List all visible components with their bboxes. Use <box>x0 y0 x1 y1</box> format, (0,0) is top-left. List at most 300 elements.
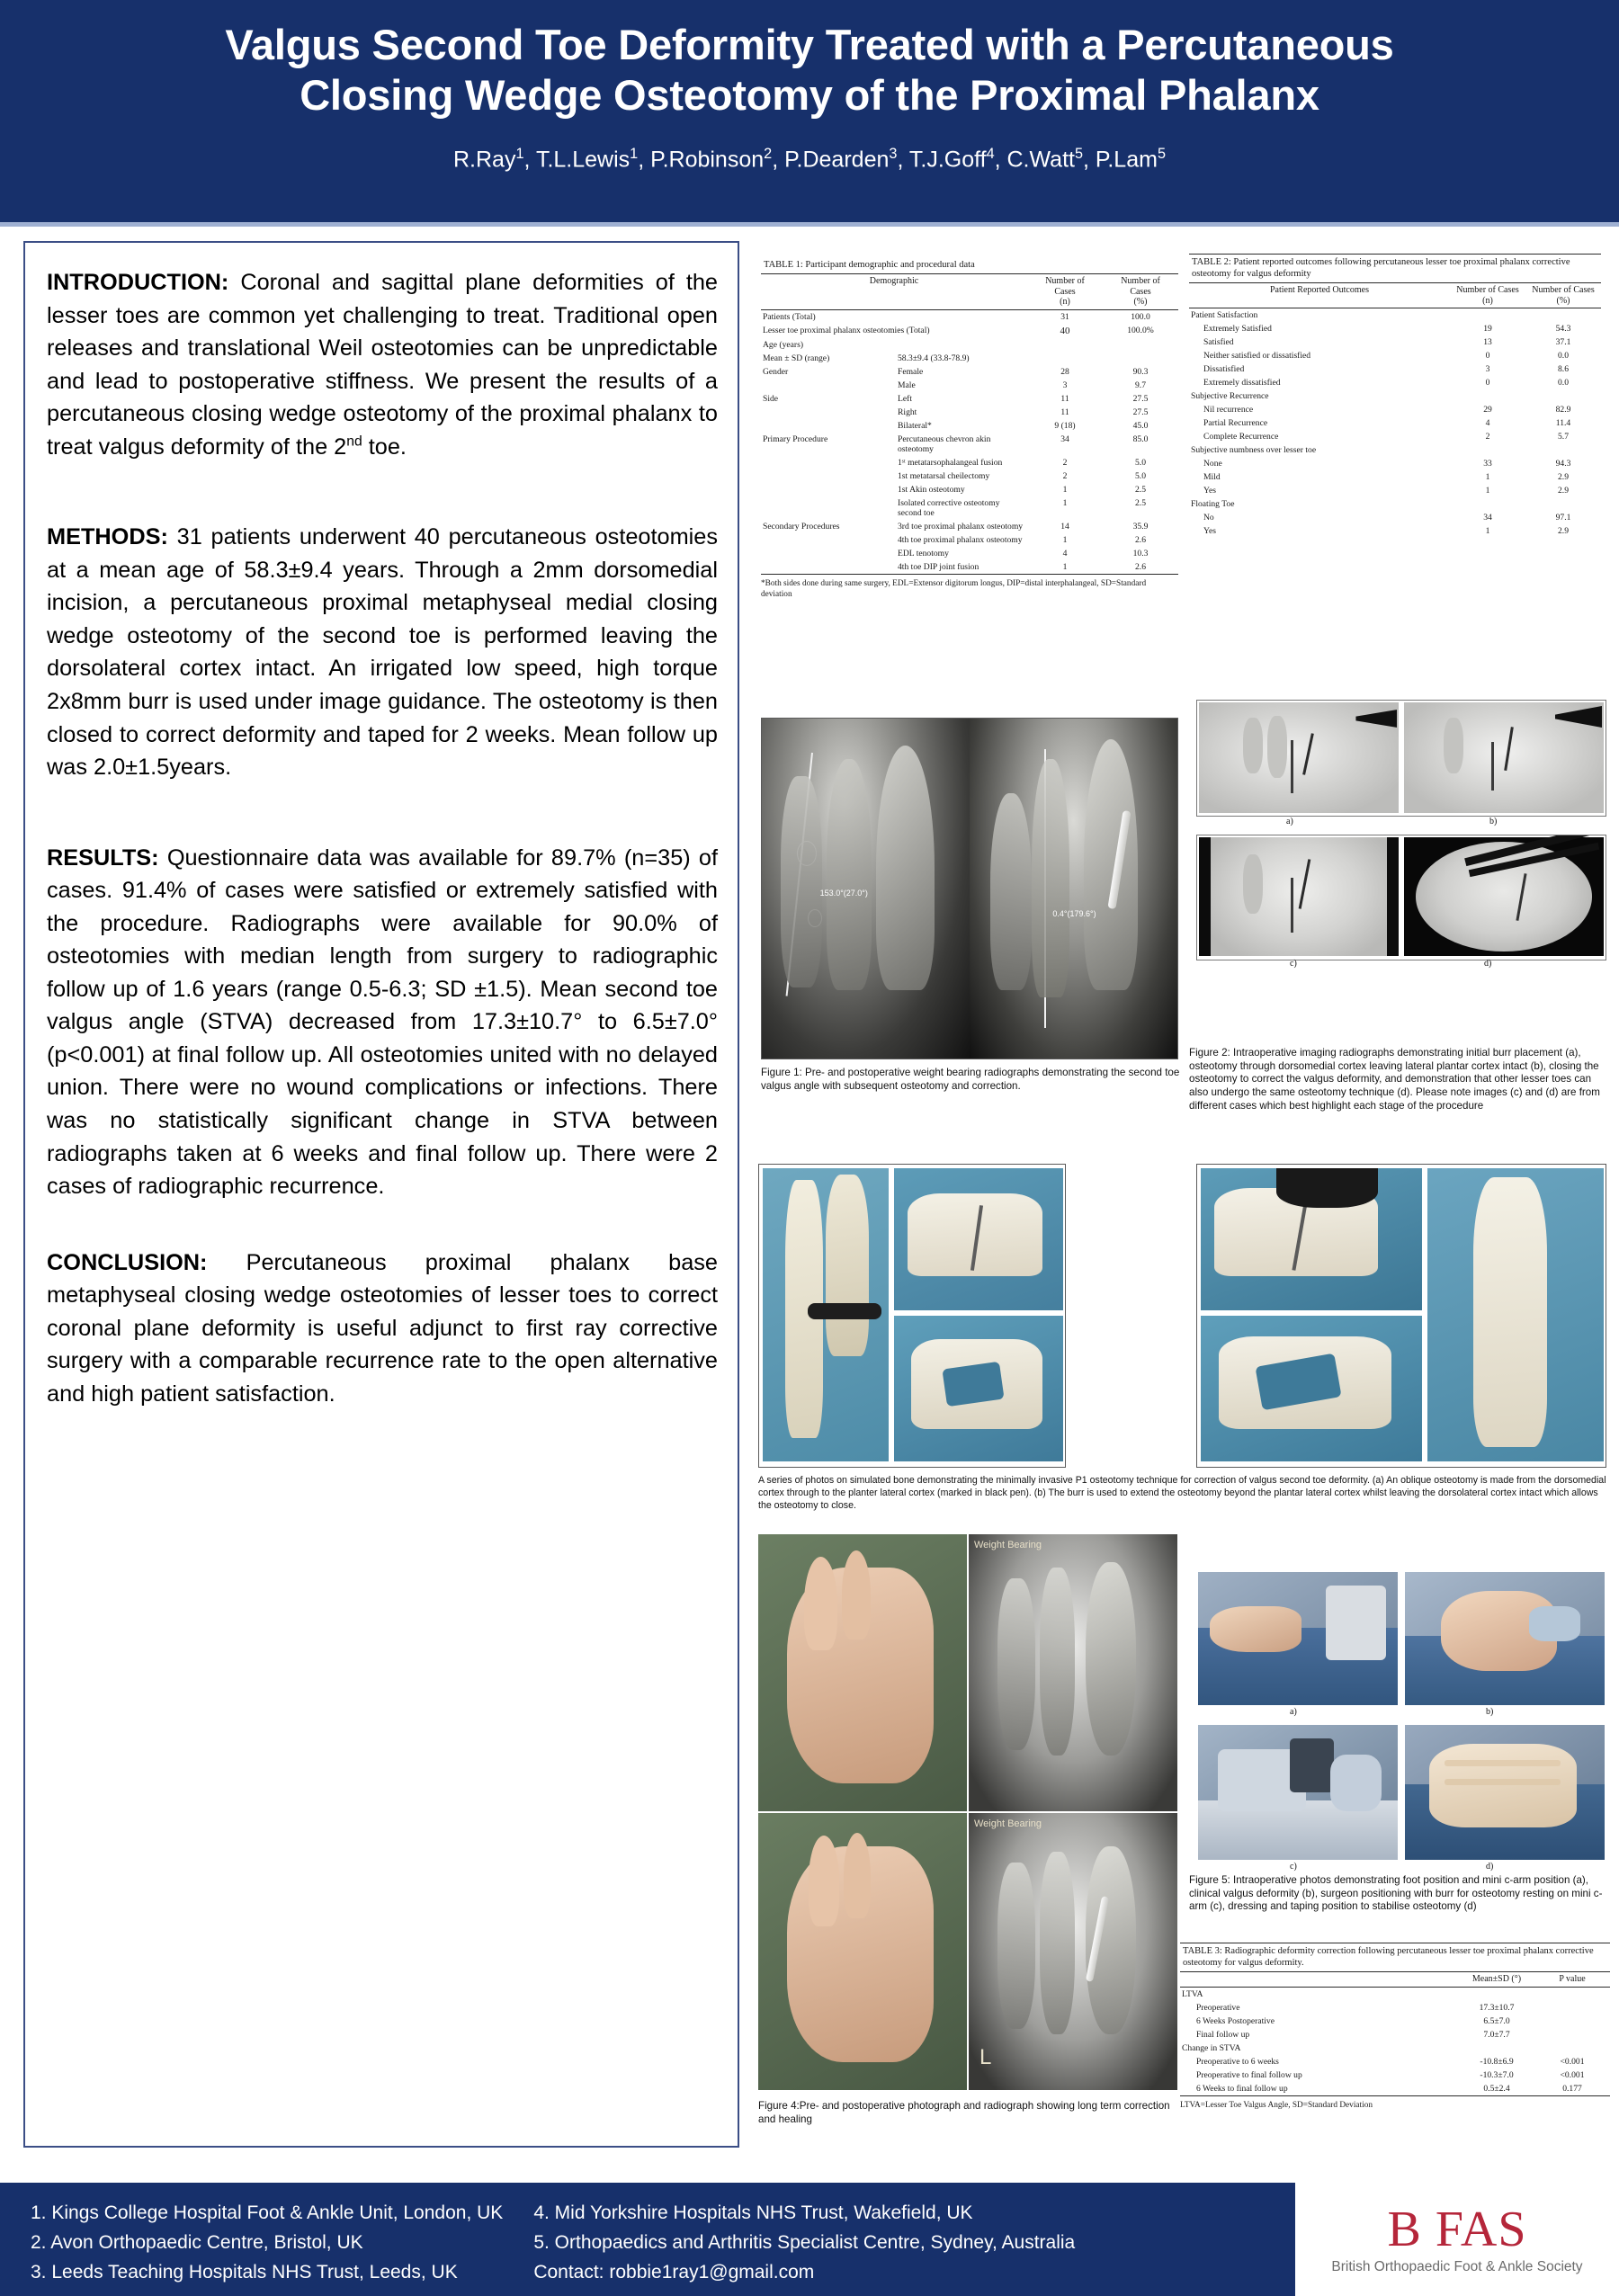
bone-line <box>1491 742 1494 791</box>
table-row <box>1189 470 1601 484</box>
row-count: 34 <box>1483 513 1492 523</box>
row-pvalue <box>1534 2015 1610 2028</box>
row-count: 2 <box>1485 432 1490 442</box>
hdr-line: Number of Cases <box>1532 285 1595 296</box>
row-percent: 2.9 <box>1558 472 1569 483</box>
table-row <box>1180 1987 1610 2001</box>
row-count: 11 <box>1060 406 1069 417</box>
row-label: Yes <box>1203 526 1216 537</box>
row-label: LTVA <box>1182 1988 1203 1999</box>
row-percent: 2.6 <box>1135 534 1146 545</box>
figure-5-photo-c <box>1198 1725 1398 1860</box>
table-row <box>1180 2028 1610 2041</box>
row-percent: 11.4 <box>1555 418 1571 429</box>
toe <box>842 1550 871 1639</box>
row-percent: 100.0% <box>1127 325 1154 335</box>
poster-footer <box>0 2183 1619 2296</box>
table-2-col2-header <box>1450 283 1525 308</box>
row-label: Extremely dissatisfied <box>1203 378 1281 389</box>
hdr-line: Number of Cases <box>1456 285 1519 296</box>
row-count <box>1450 497 1525 511</box>
table-row <box>761 469 1178 483</box>
row-label: Preoperative to final follow up <box>1196 2069 1302 2080</box>
affiliations-left-column <box>31 2199 503 2287</box>
row-item: 4th toe DIP joint fusion <box>898 561 979 572</box>
row-group: Secondary Procedures <box>763 521 840 532</box>
table-1 <box>761 257 1178 600</box>
figure-2-image-b <box>1404 702 1604 813</box>
row-count: 11 <box>1060 393 1069 404</box>
row-percent: 5.0 <box>1135 470 1146 481</box>
bone-photo-a <box>763 1168 889 1461</box>
table-row <box>761 547 1178 560</box>
spacer <box>47 490 718 521</box>
table-row <box>1189 389 1601 403</box>
table-2-title: TABLE 2: Patient reported outcomes following percutaneous lesser toe proximal phalanx corrective osteotomy for valgus deformity <box>1189 255 1601 283</box>
hdr-line: Cases <box>1130 286 1151 297</box>
bone-photo-b <box>894 1168 1063 1310</box>
row-count: 1 <box>1485 486 1490 496</box>
figure-5-sublabel-b: b) <box>1486 1707 1494 1717</box>
row-item: 4th toe proximal phalanx osteotomy <box>898 534 1023 545</box>
figure-5-photo-d <box>1405 1725 1605 1860</box>
mini-c-arm <box>1326 1586 1386 1660</box>
bone-shape <box>1032 759 1069 997</box>
figure-2-image-d <box>1404 837 1604 956</box>
table-row <box>1180 2041 1610 2055</box>
row-percent: 37.1 <box>1555 337 1571 348</box>
row-mean: 6.5±7.0 <box>1483 2015 1510 2026</box>
row-mean: 7.0±7.7 <box>1483 2029 1510 2040</box>
row-group <box>761 496 896 520</box>
bone-photo-c <box>894 1316 1063 1461</box>
row-count: 1 <box>1062 561 1068 572</box>
row-count: 9 (18) <box>1054 420 1076 431</box>
toe <box>804 1557 837 1651</box>
row-percent: 0.0 <box>1558 351 1569 362</box>
gloved-hand <box>1529 1606 1581 1640</box>
figure-5-panel-ab <box>1196 1572 1606 1707</box>
title-line-1: Valgus Second Toe Deformity Treated with a Percutaneous <box>225 21 1394 68</box>
radiograph-field <box>1211 837 1387 956</box>
background-shadow <box>1276 1168 1378 1208</box>
bone-photo-e <box>1201 1316 1422 1461</box>
figure-4-preop-photo <box>758 1534 967 1811</box>
row-label: Preoperative <box>1196 2002 1240 2013</box>
table-row <box>761 456 1178 469</box>
row-label: Nil recurrence <box>1203 405 1254 415</box>
row-item <box>896 338 1027 352</box>
table-3-grid <box>1180 1972 1610 2095</box>
hdr-line: Number of <box>1121 276 1160 287</box>
row-item: Female <box>898 366 924 377</box>
bone-shape <box>997 1578 1035 1750</box>
row-percent: 0.0 <box>1558 378 1569 389</box>
burr-shaft <box>1504 727 1513 771</box>
table-2-grid <box>1189 283 1601 538</box>
figure-2-panel-cd <box>1196 835 1606 960</box>
affiliation-item: 5. Orthopaedics and Arthritis Specialist Centre, Sydney, Australia <box>533 2231 1076 2253</box>
table-row <box>1189 308 1601 323</box>
table-row <box>761 483 1178 496</box>
figure-2-sublabel-d: d) <box>1484 959 1492 969</box>
table-row <box>1189 416 1601 430</box>
table-3-col1-header <box>1180 1972 1459 1987</box>
table-row <box>1189 457 1601 470</box>
row-count: 40 <box>1060 325 1070 336</box>
table-3-head <box>1180 1972 1610 1987</box>
row-count: 2 <box>1062 457 1068 468</box>
row-group <box>761 483 896 496</box>
table-row-header <box>1180 1972 1610 1987</box>
figure-5-sublabel-a: a) <box>1290 1707 1297 1717</box>
figure-4-preop-radiograph <box>969 1534 1177 1811</box>
tape-strip <box>1445 1760 1561 1766</box>
table-row <box>761 365 1178 379</box>
figure-5-sublabel-d: d) <box>1486 1862 1494 1872</box>
row-count: 1 <box>1062 497 1068 508</box>
bone-line <box>1291 878 1293 933</box>
row-item: 1st metatarsal cheilectomy <box>898 470 990 481</box>
row-group: Primary Procedure <box>763 433 828 444</box>
row-label: None <box>1203 459 1222 469</box>
bone-line <box>1291 740 1293 793</box>
row-count: 29 <box>1483 405 1492 415</box>
row-count: 1 <box>1485 526 1490 537</box>
table-row <box>761 520 1178 533</box>
row-label: Subjective Recurrence <box>1191 391 1269 402</box>
row-item: Male <box>898 380 916 390</box>
table-row <box>1189 335 1601 349</box>
figure-4-caption: Figure 4:Pre- and postoperative photograph and radiograph showing long term correction and healing <box>758 2100 1170 2125</box>
table-row <box>761 352 1178 365</box>
table-row <box>761 406 1178 419</box>
figure-4-panel <box>758 1534 1177 2092</box>
row-pvalue <box>1534 2001 1610 2015</box>
hdr-line: (n) <box>1482 295 1493 306</box>
table-row <box>1189 403 1601 416</box>
row-count <box>1450 308 1525 323</box>
row-group: Gender <box>763 366 789 377</box>
hdr-line: Number of <box>1045 276 1085 287</box>
row-label: Preoperative to 6 weeks <box>1196 2056 1279 2067</box>
row-count: 1 <box>1062 484 1068 495</box>
table-row <box>1189 430 1601 443</box>
table-row <box>761 324 1178 338</box>
row-label: Extremely Satisfied <box>1203 324 1272 335</box>
row-group <box>761 406 896 419</box>
table-row <box>1189 443 1601 457</box>
row-group: Age (years) <box>763 339 804 350</box>
poster-header <box>0 0 1619 222</box>
bone-shape <box>1444 718 1463 773</box>
table-2-head <box>1189 283 1601 308</box>
row-count: 4 <box>1485 418 1490 429</box>
row-mean: -10.3±7.0 <box>1480 2069 1514 2080</box>
bone-shape <box>997 1863 1035 2029</box>
affiliation-item: 4. Mid Yorkshire Hospitals NHS Trust, Wakefield, UK <box>533 2202 973 2223</box>
row-group: Patients (Total) <box>763 311 816 322</box>
row-percent <box>1525 308 1601 323</box>
row-item: EDL tenotomy <box>898 548 949 558</box>
c-arm-circular-field <box>1416 842 1592 951</box>
row-count <box>1027 338 1103 352</box>
header-divider <box>0 222 1619 227</box>
conclusion-body: Percutaneous proximal phalanx base metaphyseal closing wedge osteotomies of lesser toes to correct coronal plane deformity is useful adjunct to first ray corrective surgery with a comparable recurrence rate to the open alternative and high patient satisfaction. <box>47 1249 718 1407</box>
table-row-header <box>761 274 1178 309</box>
figure-2-image-c <box>1199 837 1399 956</box>
row-group: Mean ± SD (range) <box>763 353 830 363</box>
bone-shape <box>1040 1852 1075 2034</box>
table-3 <box>1180 1943 1610 2111</box>
author-list: R.Ray$^1$, T.L.Lewis$^1$, P.Robinson$^2$, P.Dearden$^3$, T.J.Goff$^4$, C.Watt$^5$, P.Lam$^5$ <box>453 145 1166 173</box>
figure-4-postop-photo <box>758 1813 967 2090</box>
row-group <box>761 533 896 547</box>
figure-1-angle-annotation-preop: 153.0°(27.0°) <box>819 889 868 898</box>
row-group <box>761 560 896 574</box>
table-row <box>761 392 1178 406</box>
figure-2-sublabel-b: b) <box>1489 817 1498 826</box>
dressing-taping <box>1429 1744 1577 1827</box>
section-introduction <box>47 266 718 463</box>
row-group <box>761 547 896 560</box>
table-2 <box>1189 254 1601 538</box>
table-row <box>761 379 1178 392</box>
row-label: 6 Weeks Postoperative <box>1196 2015 1275 2026</box>
affiliation-item: 1. Kings College Hospital Foot & Ankle Unit, London, UK <box>31 2202 504 2223</box>
table-row <box>1180 2055 1610 2068</box>
abstract-text-column <box>23 241 739 2148</box>
table-row-header <box>1189 283 1601 308</box>
row-count: 19 <box>1483 324 1492 335</box>
row-group: Side <box>763 393 779 404</box>
row-count: 3 <box>1485 364 1490 375</box>
row-percent: 5.7 <box>1558 432 1569 442</box>
gloved-hand <box>1330 1755 1382 1811</box>
figure-5-photo-b <box>1405 1572 1605 1705</box>
row-pvalue: <0.001 <box>1560 2069 1585 2080</box>
row-item: Bilateral* <box>898 420 932 431</box>
row-label: Satisfied <box>1203 337 1234 348</box>
bone-photo-f <box>1427 1168 1604 1461</box>
row-percent: 45.0 <box>1132 420 1149 431</box>
hdr-line: (%) <box>1556 295 1570 306</box>
affiliations-right-column <box>533 2199 1075 2287</box>
row-count <box>1450 389 1525 403</box>
introduction-body: Coronal and sagittal plane deformities of the lesser toes are common yet challenging to treat. Traditional open releases and translational Weil osteotomies can be unpredictable and lead to postoperative stiffness. We present the results of a percutaneous closing wedge osteotomy of the proximal phalanx to treat valgus deformity of the 2 <box>47 270 718 460</box>
row-percent: 2.9 <box>1558 486 1569 496</box>
tape-strip <box>1445 1779 1561 1785</box>
row-pvalue: <0.001 <box>1560 2056 1585 2067</box>
table-2-col1-header: Patient Reported Outcomes <box>1270 285 1369 296</box>
spacer <box>47 1230 718 1246</box>
row-percent: 97.1 <box>1555 513 1571 523</box>
figure-1-image <box>761 718 1178 1059</box>
bone-shape <box>1084 739 1138 991</box>
row-count: 33 <box>1483 459 1492 469</box>
table-row <box>761 433 1178 456</box>
table-1-head <box>761 274 1178 309</box>
row-mean: 17.3±10.7 <box>1479 2002 1515 2013</box>
row-count: 1 <box>1062 534 1068 545</box>
figure-2-sublabel-a: a) <box>1286 817 1293 826</box>
table-row <box>1180 2015 1610 2028</box>
affiliation-item: Contact: robbie1ray1@gmail.com <box>533 2261 815 2283</box>
section-results <box>47 842 718 1203</box>
row-percent: 8.6 <box>1558 364 1569 375</box>
row-percent: 94.3 <box>1555 459 1571 469</box>
row-count: 31 <box>1060 311 1069 322</box>
bone-shape <box>1267 716 1287 778</box>
bone-shape <box>827 759 872 990</box>
section-conclusion <box>47 1246 718 1411</box>
row-percent: 5.0 <box>1135 457 1146 468</box>
row-count <box>1027 352 1103 365</box>
figure-5-photo-a <box>1198 1572 1398 1705</box>
table-3-col2-header: Mean±SD (°) <box>1471 1974 1522 1985</box>
introduction-label: INTRODUCTION: <box>47 270 229 295</box>
spacer <box>47 811 718 842</box>
figure-4-label-weight-bearing-1: Weight Bearing <box>974 1540 1042 1550</box>
figure-2-image-a <box>1199 702 1399 813</box>
row-item: 3rd toe proximal phalanx osteotomy <box>898 521 1024 532</box>
section-methods <box>47 521 718 783</box>
hdr-line: Cases <box>1054 286 1076 297</box>
hdr-line: (n) <box>1060 297 1070 308</box>
row-percent: 9.7 <box>1135 380 1146 390</box>
bone-model <box>1473 1177 1547 1447</box>
figure-4-label-left-marker: L <box>979 2045 992 2069</box>
table-1-title: TABLE 1: Participant demographic and procedural data <box>761 257 1178 274</box>
row-count: 34 <box>1060 433 1069 444</box>
row-percent: 82.9 <box>1555 405 1571 415</box>
methods-body: 31 patients underwent 40 percutaneous osteotomies at a mean age of 58.3±9.4 years. Through a 2mm dorsomedial incision, a percutaneous proximal metaphyseal medial closing wedge osteotomy of the second toe is performed leaving the dorsolateral cortex intact. An irrigated low speed, high torque 2x8mm burr is used under image guidance. The osteotomy is then closed to correct deformity and taped for 2 weeks. Mean follow up was 2.0±1.5years. <box>47 524 718 781</box>
row-label: Neither satisfied or dissatisfied <box>1203 351 1311 362</box>
row-count <box>1450 443 1525 457</box>
bone-model <box>826 1175 869 1356</box>
page-title <box>225 20 1393 121</box>
table-1-col1-header: Demographic <box>869 276 919 287</box>
title-line-2: Closing Wedge Osteotomy of the Proximal Phalanx <box>300 71 1319 120</box>
row-count: 2 <box>1062 470 1068 481</box>
row-item: Left <box>898 393 912 404</box>
row-label: Dissatisfied <box>1203 364 1245 375</box>
table-3-body <box>1180 1987 1610 2095</box>
row-label: Mild <box>1203 472 1221 483</box>
table-3-title: TABLE 3: Radiographic deformity correction following percutaneous lesser toe proximal phalanx corrective osteotomy for valgus deformity. <box>1180 1943 1610 1972</box>
row-count: 13 <box>1483 337 1492 348</box>
row-group: Lesser toe proximal phalanx osteotomies (Total) <box>763 325 930 335</box>
figure-5-caption: Figure 5: Intraoperative photos demonstrating foot position and mini c-arm position (a), clinical valgus deformity (b), surgeon positioning with burr for osteotomy resting on mini c-arm (c), dressing and taping position to stabilise osteotomy (d) <box>1189 1874 1603 1913</box>
table-row <box>761 496 1178 520</box>
row-item: Right <box>898 406 917 417</box>
table-row <box>1189 484 1601 497</box>
figure-1-angle-annotation-postop: 0.4°(179.6°) <box>1052 908 1096 918</box>
row-mean <box>1459 2041 1534 2055</box>
table-row <box>761 309 1178 324</box>
figure-1-postop-radiograph <box>970 719 1177 1059</box>
results-label: RESULTS: <box>47 844 159 871</box>
row-percent: 27.5 <box>1132 406 1149 417</box>
table-row <box>1189 349 1601 362</box>
burr-tool <box>808 1303 881 1319</box>
bone-shape <box>876 746 935 990</box>
table-row <box>1189 497 1601 511</box>
row-group <box>761 469 896 483</box>
row-percent: 54.3 <box>1555 324 1571 335</box>
table-row <box>761 533 1178 547</box>
figure-2-panel-ab <box>1196 700 1606 817</box>
table-row <box>761 338 1178 352</box>
table-3-col3-header: P value <box>1559 1974 1586 1985</box>
row-pvalue <box>1534 1987 1610 2001</box>
figure-1-caption: Figure 1: Pre- and postoperative weight bearing radiographs demonstrating the second toe valgus angle with subsequent osteotomy and correction. <box>761 1067 1180 1092</box>
figure-2-caption: Figure 2: Intraoperative imaging radiographs demonstrating initial burr placement (a), osteotomy through dorsomedial cortex leaving lateral plantar cortex intact (b), closing the osteotomy to correct the valgus deformity, and demonstration that other lesser toes can also undergo the same osteotomy technique (d). Please note images (c) and (d) are from different cases which best highlight each stage of the procedure <box>1189 1047 1600 1112</box>
figure-3-panel-right <box>1196 1164 1606 1468</box>
row-count: 0 <box>1485 378 1490 389</box>
row-mean: 0.5±2.4 <box>1483 2083 1510 2094</box>
row-percent <box>1525 443 1601 457</box>
row-label: Patient Satisfaction <box>1191 310 1258 321</box>
row-count: 1 <box>1485 472 1490 483</box>
bone-shape <box>990 793 1032 990</box>
bone-photo-d <box>1201 1168 1422 1310</box>
table-row <box>1180 2082 1610 2095</box>
table-row <box>761 560 1178 574</box>
table-row <box>1189 376 1601 389</box>
row-label: Final follow up <box>1196 2029 1250 2040</box>
row-label: Subjective numbness over lesser toe <box>1191 445 1317 456</box>
row-group <box>761 419 896 433</box>
row-item: 1st Akin osteotomy <box>898 484 965 495</box>
row-percent: 85.0 <box>1132 433 1149 444</box>
row-percent <box>1525 389 1601 403</box>
row-count: 28 <box>1060 366 1069 377</box>
row-percent: 35.9 <box>1132 521 1149 532</box>
row-count: 14 <box>1060 521 1069 532</box>
row-label: Floating Toe <box>1191 499 1235 510</box>
conclusion-label: CONCLUSION: <box>47 1249 208 1275</box>
table-1-footnote: *Both sides done during same surgery, EDL=Extensor digitorum longus, DIP=distal interphalangeal, SD=Standard deviation <box>761 574 1178 600</box>
figure-1-preop-radiograph <box>762 719 970 1059</box>
bone-shape <box>1040 1568 1075 1756</box>
row-label: Partial Recurrence <box>1203 418 1268 429</box>
table-2-col3-header <box>1525 283 1601 308</box>
hdr-line: (%) <box>1133 297 1148 308</box>
bone-shape <box>1243 854 1263 914</box>
burr-shaft <box>1302 734 1314 775</box>
row-item: 1ˢᵗ metatarsophalangeal fusion <box>898 457 1003 468</box>
table-1-col3-header <box>1027 274 1103 309</box>
row-label: No <box>1203 513 1214 523</box>
row-item: Percutaneous chevron akin osteotomy <box>898 433 991 454</box>
methods-label: METHODS: <box>47 524 168 550</box>
table-1-grid <box>761 274 1178 574</box>
row-pvalue <box>1534 2041 1610 2055</box>
row-percent: 2.6 <box>1135 561 1146 572</box>
table-3-footnote: LTVA=Lesser Toe Valgus Angle, SD=Standard Deviation <box>1180 2095 1610 2111</box>
bofas-logo-wordmark: B FAS <box>1387 2201 1527 2257</box>
row-percent: 2.5 <box>1135 497 1146 508</box>
row-count: 3 <box>1062 380 1068 390</box>
table-1-col4-header <box>1103 274 1178 309</box>
bone-shape <box>1086 1562 1136 1756</box>
row-item: Isolated corrective osteotomy second toe <box>898 497 1000 518</box>
row-percent <box>1103 352 1178 365</box>
row-count: 4 <box>1062 548 1068 558</box>
row-label: 6 Weeks to final follow up <box>1196 2083 1288 2094</box>
row-item: 58.3±9.4 (33.8-78.9) <box>898 353 970 363</box>
